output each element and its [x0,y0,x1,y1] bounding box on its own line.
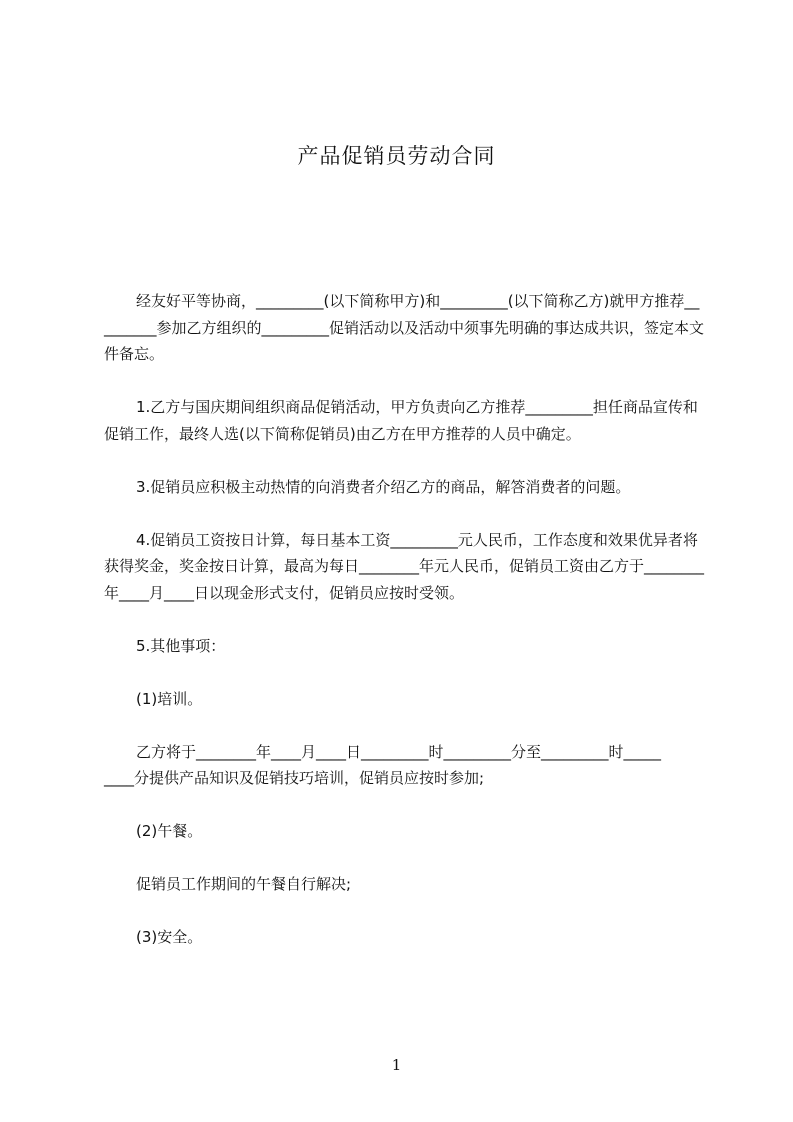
clause-5-paragraph: 5.其他事项： [136,636,226,655]
document-title: 产品促销员劳动合同 [297,144,496,168]
item-1-body: 乙方将于________年____月____日_________时_________分至_________时_____ ____分提供产品知识及促销技巧培训，促销员应按时参加; [104,742,662,787]
page-number: 1 [391,1056,402,1074]
item-3-title: (3)安全。 [136,928,203,946]
document-body [104,288,704,977]
item-2-title: (2)午餐。 [136,822,203,840]
item-1-title: (1)培训。 [136,689,203,708]
clause-4-paragraph: 4.促销员工资按日计算，每日基本工资_________元人民币，工作态度和效果优异者将获得奖金，奖金按日计算，最高为每日________年元人民币，促销员工资由乙方于________年____月____日以现金形式支付，促销员应按时受领。 [104,530,705,602]
item-2-body: 促销员工作期间的午餐自行解决; [136,875,352,893]
clause-3-paragraph: 3.促销员应积极主动热情的向消费者介绍乙方的商品，解答消费者的问题。 [136,477,631,496]
clause-1-paragraph: 1.乙方与国庆期间组织商品促销活动，甲方负责向乙方推荐_________担任商品宣传和促销工作，最终人选(以下简称促销员)由乙方在甲方推荐的人员中确定。 [104,398,698,443]
intro-paragraph: 经友好平等协商，_________(以下简称甲方)和_________(以下简称乙方)就甲方推荐_________参加乙方组织的_________促销活动以及活动中须事先明确的事达成共识，签定本文件备忘。 [104,292,705,363]
